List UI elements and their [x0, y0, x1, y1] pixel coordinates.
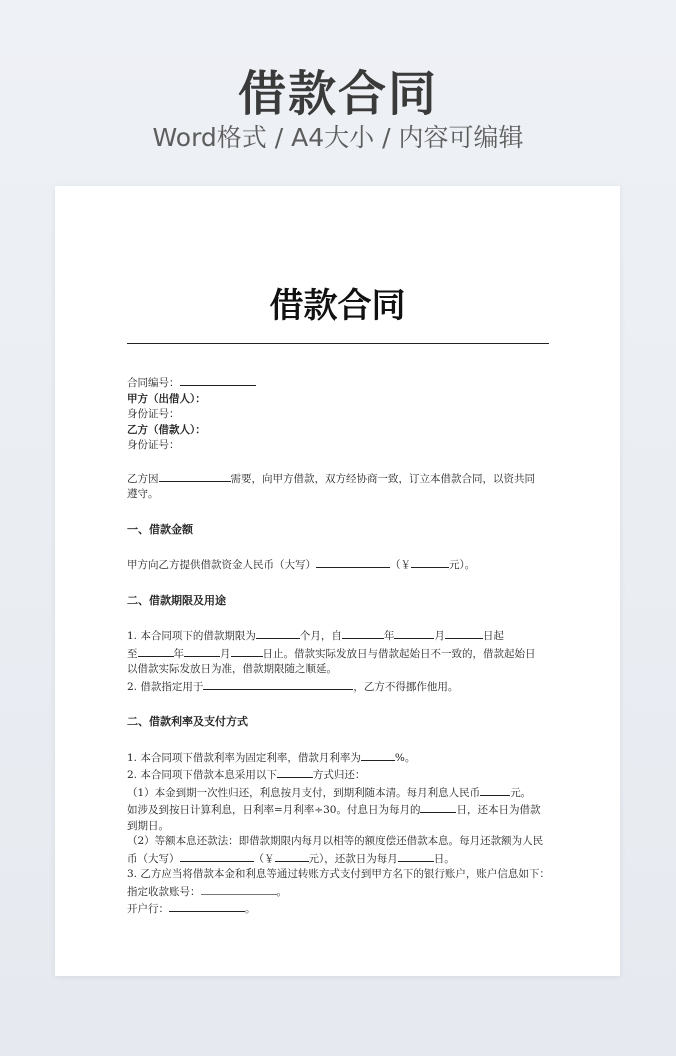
section-3-line-7 — [127, 850, 551, 868]
intro-line-2: 遵守。 — [127, 488, 159, 500]
intro-suffix: 需要，向甲方借款，双方经协商一致，订立本借款合同，以资共同 — [230, 472, 535, 485]
bank-blank[interactable] — [169, 900, 245, 912]
section-3-line-9 — [127, 883, 551, 901]
end-month-label: 月 — [220, 647, 231, 660]
section-2-heading: 二、借款期限及用途 — [127, 593, 226, 607]
monthly-interest-unit: 元。 — [510, 786, 532, 799]
section-3-line-2 — [127, 766, 551, 784]
repay-text: 2. 本合同项下借款本息采用以下 — [127, 769, 277, 781]
installment-words-blank[interactable] — [180, 850, 254, 862]
installment-day-blank[interactable] — [398, 850, 434, 862]
monthly-interest-blank[interactable] — [480, 784, 510, 796]
amount-currency: （￥ — [390, 559, 411, 571]
rate-unit: %。 — [394, 751, 416, 764]
rate-text: 1. 本合同项下借款利率为固定利率，借款月利率为 — [127, 751, 361, 764]
term-from: 个月，自 — [299, 630, 342, 642]
purpose-blank[interactable] — [159, 470, 231, 482]
amount-unit: 元）。 — [449, 559, 476, 571]
poster-title: 借款合同 — [237, 66, 438, 122]
party-a-label: 甲方（出借人）： — [127, 392, 206, 405]
section-3-line-3 — [127, 784, 551, 802]
amount-number-blank[interactable] — [411, 556, 449, 568]
document-page — [55, 186, 620, 976]
pay-day-blank[interactable] — [420, 801, 456, 813]
section-3-heading: 二、借款利率及支付方式 — [127, 715, 248, 728]
pay-day-suffix: 日，还本日为借款 — [456, 804, 541, 816]
section-2-line-3: 以借款实际发放日为准，借款期限随之顺延。 — [127, 663, 337, 675]
section-3-line-5: 到期日。 — [127, 819, 169, 832]
year-label: 年 — [383, 630, 395, 642]
document-body — [127, 374, 551, 918]
intro-prefix: 乙方因 — [127, 472, 159, 485]
use-blank[interactable] — [203, 678, 353, 690]
term-text: 1. 本合同项下的借款期限为 — [127, 630, 256, 642]
account-blank[interactable] — [201, 883, 277, 895]
account-period: 。 — [276, 885, 287, 898]
section-1-heading: 一、借款金额 — [127, 522, 193, 536]
document-title: 借款合同 — [269, 286, 406, 326]
intro-line-1 — [127, 470, 551, 488]
end-day-blank[interactable] — [231, 645, 263, 657]
id-number-label-b: 身份证号： — [127, 439, 180, 451]
method-1-text: （1）本金到期一次性归还，利息按月支付，到期利随本清。每月利息人民币 — [127, 786, 481, 799]
rate-blank[interactable] — [361, 749, 395, 761]
bank-label: 开户行： — [127, 903, 169, 915]
repay-method-blank[interactable] — [277, 766, 313, 778]
start-year-blank[interactable] — [342, 627, 384, 639]
party-b-label: 乙方（借款人）： — [127, 423, 206, 436]
end-day-text: 日止。借款实际发放日与借款起始日不一致的，借款起始日 — [262, 647, 536, 660]
poster-subtitle: Word格式 / A4大小 / 内容可编辑 — [152, 123, 524, 152]
term-months-blank[interactable] — [256, 627, 300, 639]
installment-day-label: 日。 — [433, 852, 455, 865]
use-text: 2. 借款指定用于 — [127, 680, 204, 693]
contract-number-label: 合同编号： — [127, 377, 180, 389]
section-1-paragraph — [127, 556, 551, 574]
account-label: 指定收款账号： — [127, 885, 201, 898]
use-suffix: ，乙方不得挪作他用。 — [353, 680, 459, 693]
start-day-blank[interactable] — [445, 627, 483, 639]
daily-rate-text: 如涉及到按日计算利息，日利率=月利率÷30。付息日为每月的 — [127, 804, 421, 816]
installment-text: 币（大写） — [127, 852, 180, 865]
amount-words-blank[interactable] — [316, 556, 390, 568]
end-month-blank[interactable] — [184, 645, 220, 657]
end-year-label: 年 — [173, 647, 184, 660]
section-3-line-4 — [127, 801, 551, 819]
installment-number-blank[interactable] — [275, 850, 309, 862]
end-year-blank[interactable] — [138, 645, 174, 657]
section-2-line-1 — [127, 627, 551, 645]
section-3-line-10 — [127, 900, 551, 918]
day-label: 日起 — [482, 630, 504, 642]
id-number-label-a: 身份证号： — [127, 408, 180, 420]
term-to: 至 — [127, 647, 138, 660]
start-month-blank[interactable] — [394, 627, 434, 639]
repay-suffix: 方式归还： — [312, 769, 366, 781]
section-2-line-4 — [127, 678, 551, 696]
installment-unit: 元），还款日为每月 — [308, 852, 398, 865]
contract-number-blank[interactable] — [180, 374, 256, 386]
installment-currency: （￥ — [253, 852, 275, 865]
section-3-line-6: （2）等额本息还款法：即借款期限内每月以相等的额度偿还借款本息。每月还款额为人民 — [127, 835, 544, 847]
month-label: 月 — [434, 630, 445, 642]
section-3-line-1 — [127, 749, 551, 767]
bank-period: 。 — [245, 903, 256, 915]
amount-text: 甲方向乙方提供借款资金人民币（大写） — [127, 559, 316, 571]
contract-number-line — [127, 374, 551, 392]
title-divider — [127, 343, 549, 344]
section-2-line-2 — [127, 645, 551, 663]
section-3-line-8: 3. 乙方应当将借款本金和利息等通过转账方式支付到甲方名下的银行账户，账户信息如下： — [127, 868, 550, 880]
